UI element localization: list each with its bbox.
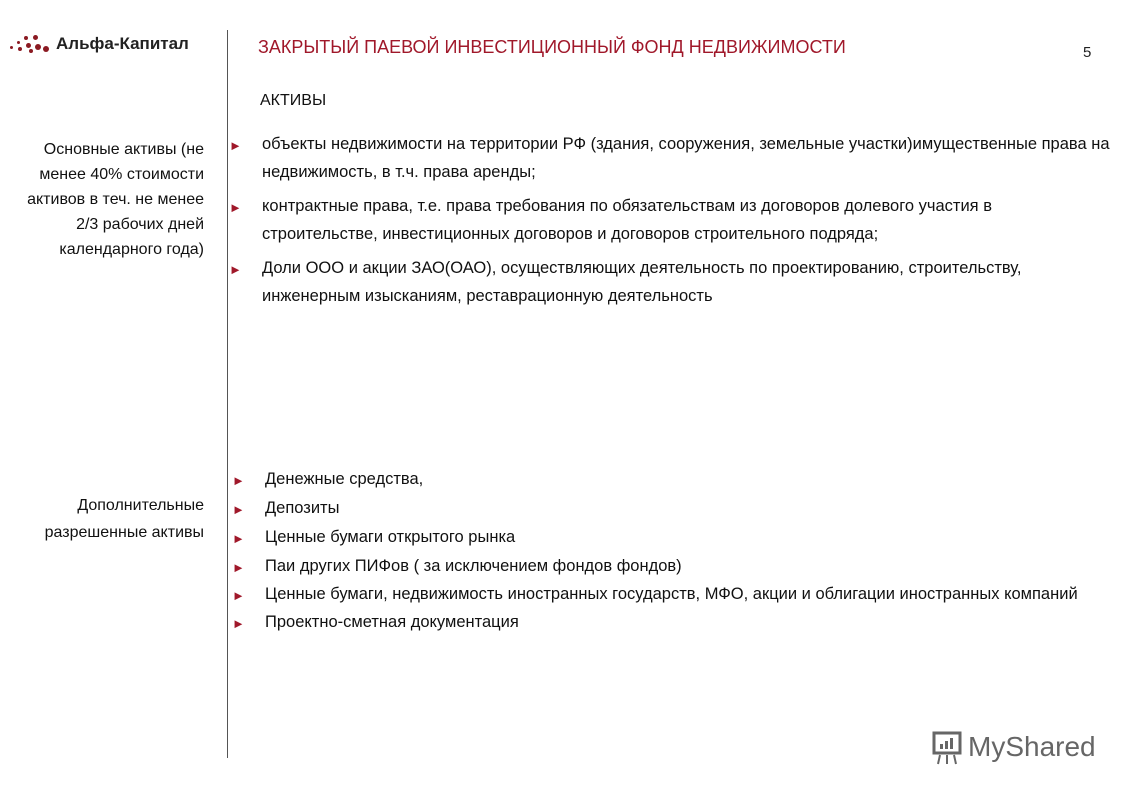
list-item: ► Паи других ПИФов ( за исключением фондов фондов) (265, 555, 1105, 577)
divider (227, 30, 228, 758)
bullet-icon: ► (229, 200, 242, 215)
list-item: ► Ценные бумаги, недвижимость иностранных государств, МФО, акции и облигации иностранных компаний (265, 584, 1105, 604)
section-subtitle: АКТИВЫ (260, 92, 327, 109)
list-item: ► контрактные права, т.е. права требования по обязательствам из договоров долевого участия в строительстве, инвестиционных договоров и договоров строительного подряда; (262, 192, 1112, 248)
bullet-icon: ► (232, 588, 245, 603)
logo-text: Альфа-Капитал (56, 34, 189, 53)
bullet-icon: ► (229, 262, 242, 277)
presentation-board-icon (930, 728, 964, 766)
main-assets-label: Основные активы (не менее 40% стоимости активов в теч. не менее 2/3 рабочих дней календарного года) (27, 141, 204, 258)
additional-assets-label: Дополнительные разрешенные активы (44, 497, 204, 541)
watermark (930, 728, 1096, 766)
bullet-icon: ► (232, 531, 245, 546)
bullet-icon: ► (232, 616, 245, 631)
logo-dots-icon (10, 35, 50, 53)
bullet-icon: ► (232, 502, 245, 517)
list-item: ► Ценные бумаги открытого рынка (265, 526, 1105, 548)
page-title: ЗАКРЫТЫЙ ПАЕВОЙ ИНВЕСТИЦИОННЫЙ ФОНД НЕДВИЖИМОСТИ (258, 37, 846, 57)
list-item: ► объекты недвижимости на территории РФ (здания, сооружения, земельные участки)имущественные права на недвижимость, в т.ч. права аренды; (262, 130, 1112, 186)
additional-assets-list (232, 468, 1105, 640)
list-item: ► Проектно-сметная документация (265, 611, 1105, 633)
bullet-icon: ► (232, 473, 245, 488)
list-item: ► Депозиты (265, 497, 1105, 519)
bullet-icon: ► (229, 138, 242, 153)
watermark-text: MyShared (968, 731, 1096, 762)
bullet-icon: ► (232, 560, 245, 575)
main-assets-list (229, 130, 1112, 316)
list-item: ► Доли ООО и акции ЗАО(ОАО), осуществляющих деятельность по проектированию, строительству, инженерным изысканиям, реставрационную деятельность (262, 254, 1112, 310)
logo (10, 34, 189, 54)
list-item: ► Денежные средства, (265, 468, 1105, 490)
page-number: 5 (1083, 44, 1092, 61)
